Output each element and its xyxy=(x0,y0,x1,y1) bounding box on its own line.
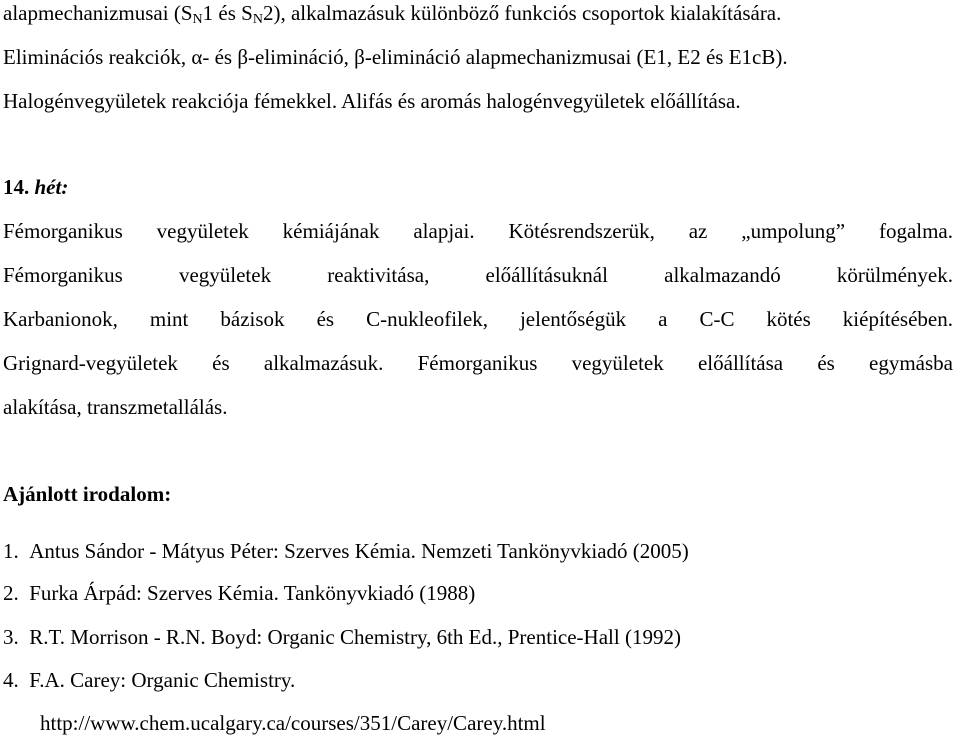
week-14-heading xyxy=(3,174,68,200)
week-14-line-4: Grignard-vegyületek és alkalmazásuk. Fémorganikus vegyületek előállítása és egymásba xyxy=(3,351,953,375)
literature-item-num: 2. xyxy=(3,581,19,605)
intro-line-2: Eliminációs reakciók, α- és β-elimináció, β-elimináció alapmechanizmusai (E1, E2 és E1cB). xyxy=(3,45,788,69)
week-14-line-5: alakítása, transzmetallálás. xyxy=(3,395,228,419)
literature-url: http://www.chem.ucalgary.ca/courses/351/Carey/Carey.html xyxy=(40,711,546,735)
intro-line-1 xyxy=(3,0,781,26)
literature-item-2 xyxy=(3,580,475,606)
literature-item-num: 1. xyxy=(3,539,19,563)
subscript-n-1: N xyxy=(192,12,203,27)
intro-line-1-part-2: 1 és S xyxy=(202,1,253,25)
literature-item-text: F.A. Carey: Organic Chemistry. xyxy=(29,668,296,692)
intro-line-1-part-3: 2), alkalmazásuk különböző funkciós csoportok kialakítására. xyxy=(262,1,782,25)
subscript-n-2: N xyxy=(252,12,263,27)
literature-item-text: Furka Árpád: Szerves Kémia. Tankönyvkiadó (1988) xyxy=(29,581,476,605)
literature-heading: Ajánlott irodalom: xyxy=(3,482,172,506)
week-14-label: hét: xyxy=(34,175,69,199)
literature-item-text: R.T. Morrison - R.N. Boyd: Organic Chemistry, 6th Ed., Prentice-Hall (1992) xyxy=(29,625,681,649)
week-14-line-3: Karbanionok, mint bázisok és C-nukleofilek, jelentőségük a C-C kötés kiépítésében. xyxy=(3,307,953,331)
literature-item-1 xyxy=(3,538,689,564)
week-14-line-1: Fémorganikus vegyületek kémiájának alapjai. Kötésrendszerük, az „umpolung” fogalma. xyxy=(3,219,953,243)
literature-item-num: 4. xyxy=(3,668,19,692)
literature-item-text: Antus Sándor - Mátyus Péter: Szerves Kémia. Nemzeti Tankönyvkiadó (2005) xyxy=(29,539,689,563)
intro-line-1-part-1: alapmechanizmusai (S xyxy=(3,1,193,25)
literature-item-3 xyxy=(3,624,681,650)
week-14-number: 14. xyxy=(3,175,30,199)
week-14-line-2: Fémorganikus vegyületek reaktivitása, előállításuknál alkalmazandó körülmények. xyxy=(3,263,953,287)
intro-line-3: Halogénvegyületek reakciója fémekkel. Alifás és aromás halogénvegyületek előállítása. xyxy=(3,89,741,113)
literature-item-4 xyxy=(3,667,295,693)
literature-item-num: 3. xyxy=(3,625,19,649)
